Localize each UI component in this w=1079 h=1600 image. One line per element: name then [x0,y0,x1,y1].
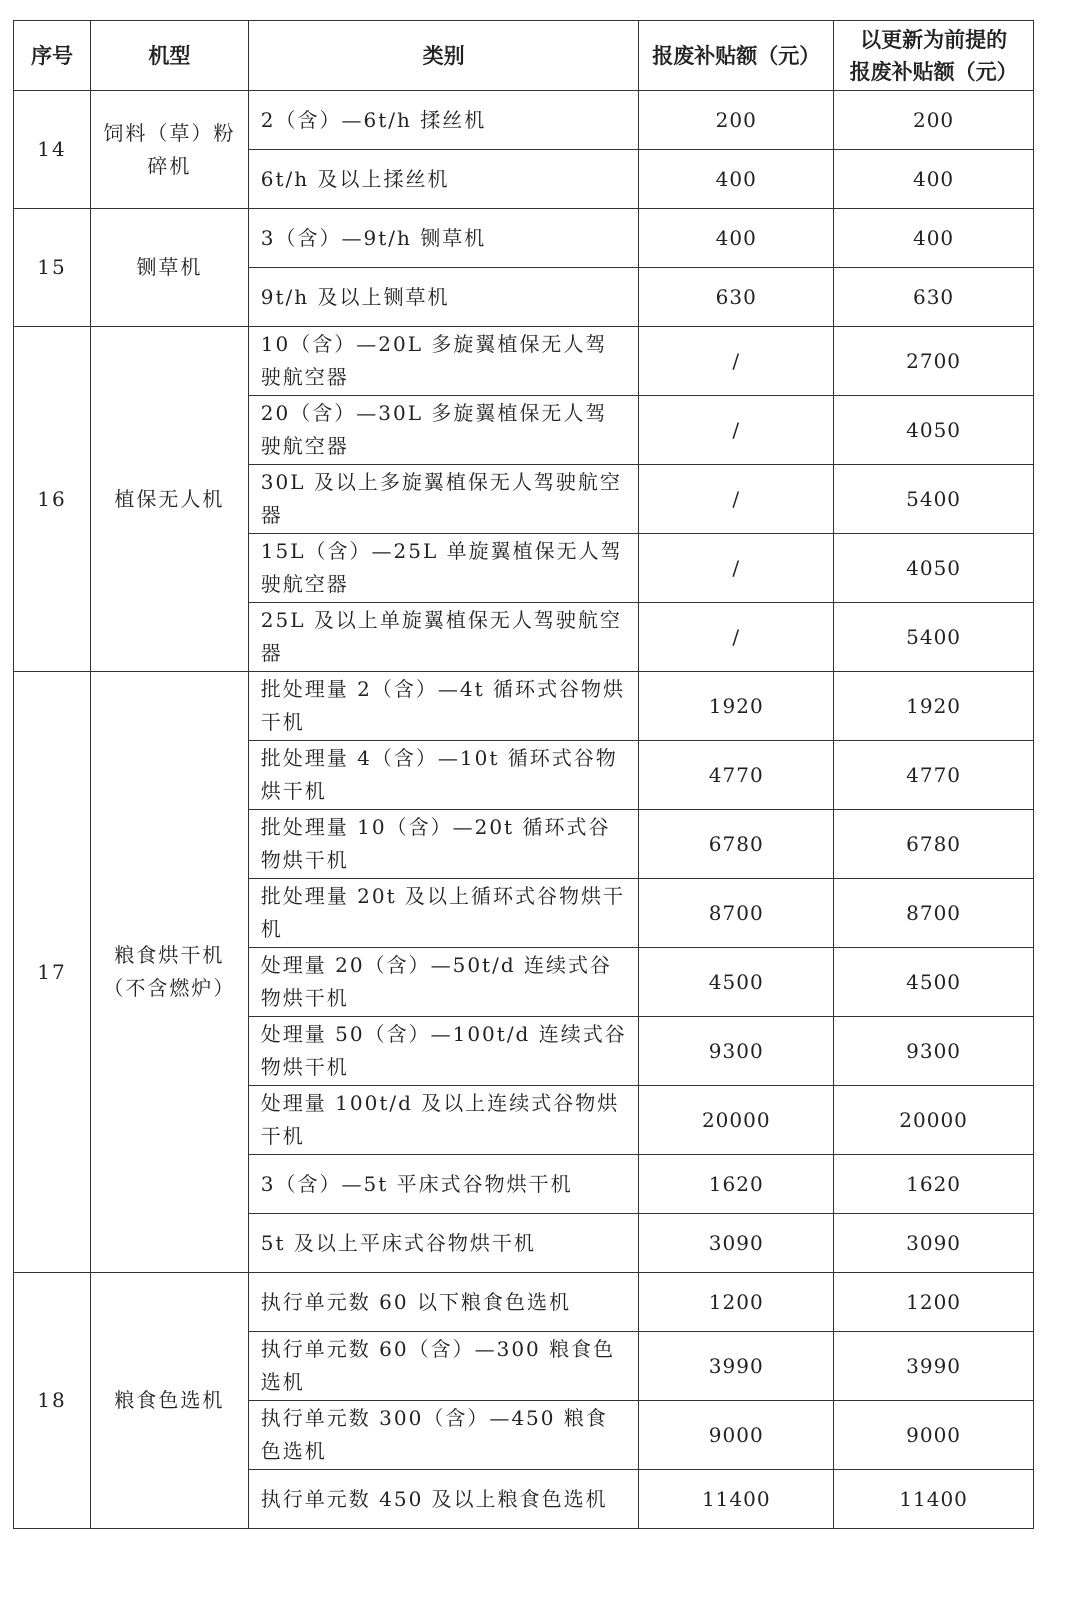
category-cell: 批处理量 4（含）—10t 循环式谷物烘干机 [248,741,639,810]
subsidy-cell: / [639,396,834,465]
renew-subsidy-cell: 9300 [834,1017,1034,1086]
renew-subsidy-cell: 20000 [834,1086,1034,1155]
table-row [14,672,1034,741]
category-cell: 2（含）—6t/h 揉丝机 [248,91,639,150]
subsidy-cell: 1920 [639,672,834,741]
renew-subsidy-cell: 4050 [834,534,1034,603]
renew-subsidy-cell: 2700 [834,327,1034,396]
model-cell: 植保无人机 [90,327,248,672]
subsidy-cell: 9300 [639,1017,834,1086]
category-cell: 3（含）—5t 平床式谷物烘干机 [248,1155,639,1214]
header-renew-line2: 报废补贴额（元） [849,59,1018,84]
renew-subsidy-cell: 11400 [834,1470,1034,1529]
renew-subsidy-cell: 3990 [834,1332,1034,1401]
seq-cell: 15 [14,209,91,327]
table-row [14,209,1034,268]
category-cell: 3（含）—9t/h 铡草机 [248,209,639,268]
renew-subsidy-cell: 6780 [834,810,1034,879]
renew-subsidy-cell: 4770 [834,741,1034,810]
subsidy-cell: 1620 [639,1155,834,1214]
category-cell: 25L 及以上单旋翼植保无人驾驶航空器 [248,603,639,672]
renew-subsidy-cell: 400 [834,150,1034,209]
category-cell: 执行单元数 60 以下粮食色选机 [248,1273,639,1332]
model-cell: 饲料（草）粉碎机 [90,91,248,209]
seq-cell: 17 [14,672,91,1273]
category-cell: 15L（含）—25L 单旋翼植保无人驾驶航空器 [248,534,639,603]
subsidy-cell: 3990 [639,1332,834,1401]
subsidy-cell: / [639,465,834,534]
subsidy-cell: 11400 [639,1470,834,1529]
renew-subsidy-cell: 200 [834,91,1034,150]
category-cell: 执行单元数 450 及以上粮食色选机 [248,1470,639,1529]
subsidy-cell: 400 [639,150,834,209]
renew-subsidy-cell: 1620 [834,1155,1034,1214]
category-cell: 9t/h 及以上铡草机 [248,268,639,327]
renew-subsidy-cell: 4500 [834,948,1034,1017]
renew-subsidy-cell: 630 [834,268,1034,327]
model-cell: 铡草机 [90,209,248,327]
header-renew-line1: 以更新为前提的 [860,27,1008,52]
model-cell: 粮食色选机 [90,1273,248,1529]
category-cell: 处理量 100t/d 及以上连续式谷物烘干机 [248,1086,639,1155]
subsidy-cell: 200 [639,91,834,150]
category-cell: 批处理量 2（含）—4t 循环式谷物烘干机 [248,672,639,741]
subsidy-cell: 3090 [639,1214,834,1273]
category-cell: 20（含）—30L 多旋翼植保无人驾驶航空器 [248,396,639,465]
subsidy-cell: 1200 [639,1273,834,1332]
renew-subsidy-cell: 1200 [834,1273,1034,1332]
renew-subsidy-cell: 8700 [834,879,1034,948]
seq-cell: 18 [14,1273,91,1529]
header-seq: 序号 [14,21,91,91]
subsidy-cell: / [639,534,834,603]
category-cell: 批处理量 20t 及以上循环式谷物烘干机 [248,879,639,948]
renew-subsidy-cell: 400 [834,209,1034,268]
renew-subsidy-cell: 3090 [834,1214,1034,1273]
subsidy-cell: 20000 [639,1086,834,1155]
subsidy-cell: 9000 [639,1401,834,1470]
category-cell: 处理量 20（含）—50t/d 连续式谷物烘干机 [248,948,639,1017]
category-cell: 处理量 50（含）—100t/d 连续式谷物烘干机 [248,1017,639,1086]
renew-subsidy-cell: 4050 [834,396,1034,465]
subsidy-cell: / [639,327,834,396]
seq-cell: 14 [14,91,91,209]
table-row [14,91,1034,150]
category-cell: 执行单元数 300（含）—450 粮食色选机 [248,1401,639,1470]
subsidy-cell: 4500 [639,948,834,1017]
renew-subsidy-cell: 5400 [834,603,1034,672]
category-cell: 30L 及以上多旋翼植保无人驾驶航空器 [248,465,639,534]
category-cell: 10（含）—20L 多旋翼植保无人驾驶航空器 [248,327,639,396]
subsidy-cell: 6780 [639,810,834,879]
subsidy-table [13,20,1034,1529]
header-subsidy: 报废补贴额（元） [639,21,834,91]
header-category: 类别 [248,21,639,91]
category-cell: 6t/h 及以上揉丝机 [248,150,639,209]
seq-cell: 16 [14,327,91,672]
renew-subsidy-cell: 5400 [834,465,1034,534]
subsidy-cell: 4770 [639,741,834,810]
renew-subsidy-cell: 9000 [834,1401,1034,1470]
table-row [14,327,1034,396]
table-row [14,1273,1034,1332]
subsidy-cell: 630 [639,268,834,327]
header-row [14,21,1034,91]
category-cell: 批处理量 10（含）—20t 循环式谷物烘干机 [248,810,639,879]
subsidy-cell: 400 [639,209,834,268]
subsidy-cell: 8700 [639,879,834,948]
header-renew-subsidy [834,21,1034,91]
subsidy-cell: / [639,603,834,672]
category-cell: 执行单元数 60（含）—300 粮食色选机 [248,1332,639,1401]
renew-subsidy-cell: 1920 [834,672,1034,741]
category-cell: 5t 及以上平床式谷物烘干机 [248,1214,639,1273]
model-cell: 粮食烘干机（不含燃炉） [90,672,248,1273]
header-model: 机型 [90,21,248,91]
